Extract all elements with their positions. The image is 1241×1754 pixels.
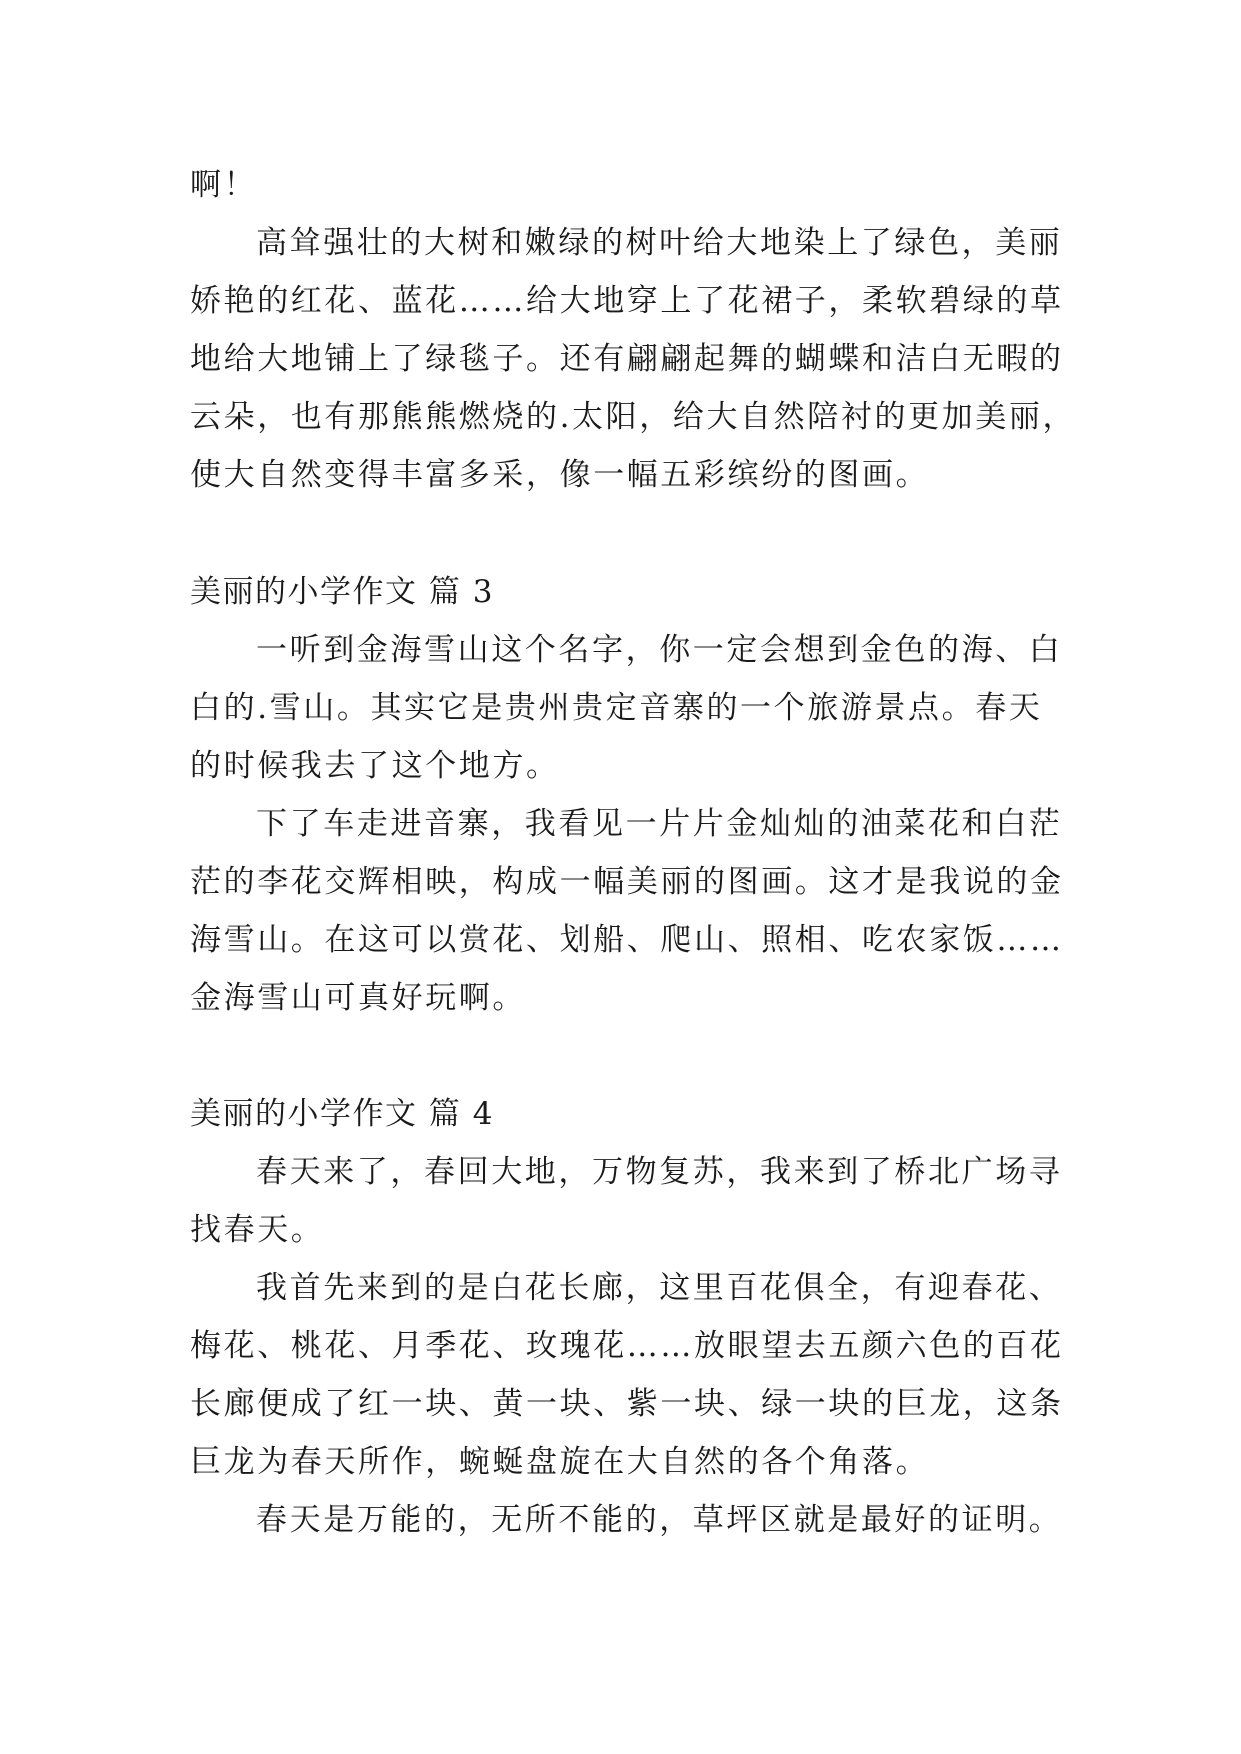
paragraph-line: 一听到金海雪山这个名字，你一定会想到金色的海、白 [256, 632, 1063, 668]
paragraph-line: 下了车走进音寨，我看见一片片金灿灿的油菜花和白茫 [256, 806, 1063, 842]
section-heading: 美丽的小学作文 篇 4 [190, 1096, 494, 1132]
text-line: 地给大地铺上了绿毯子。还有翩翩起舞的蝴蝶和洁白无暇的 [190, 341, 1064, 377]
text-line: 海雪山。在这可以赏花、划船、爬山、照相、吃农家饭…… [190, 922, 1064, 958]
paragraph-line: 高耸强壮的大树和嫩绿的树叶给大地染上了绿色，美丽 [256, 225, 1063, 261]
text-line: 巨龙为春天所作，蜿蜒盘旋在大自然的各个角落。 [190, 1444, 930, 1480]
text-line: 使大自然变得丰富多采，像一幅五彩缤纷的图画。 [190, 457, 930, 493]
text-line: 金海雪山可真好玩啊。 [190, 980, 526, 1016]
paragraph-line: 春天来了，春回大地，万物复苏，我来到了桥北广场寻 [256, 1154, 1063, 1190]
paragraph-line: 春天是万能的，无所不能的，草坪区就是最好的证明。 [256, 1502, 1063, 1538]
text-line: 长廊便成了红一块、黄一块、紫一块、绿一块的巨龙，这条 [190, 1386, 1064, 1422]
text-line: 白的.雪山。其实它是贵州贵定音寨的一个旅游景点。春天 [190, 690, 1043, 726]
text-line: 娇艳的红花、蓝花……给大地穿上了花裙子，柔软碧绿的草 [190, 283, 1064, 319]
text-line: 梅花、桃花、月季花、玫瑰花……放眼望去五颜六色的百花 [190, 1328, 1064, 1364]
text-line: 找春天。 [190, 1212, 325, 1248]
paragraph-line: 我首先来到的是白花长廊，这里百花俱全，有迎春花、 [256, 1270, 1063, 1306]
section-heading: 美丽的小学作文 篇 3 [190, 574, 494, 610]
text-line: 的时候我去了这个地方。 [190, 748, 560, 784]
text-line: 云朵，也有那熊熊燃烧的.太阳，给大自然陪衬的更加美丽， [190, 399, 1077, 435]
text-line: 啊！ [190, 167, 258, 203]
text-line: 茫的李花交辉相映，构成一幅美丽的图画。这才是我说的金 [190, 864, 1064, 900]
